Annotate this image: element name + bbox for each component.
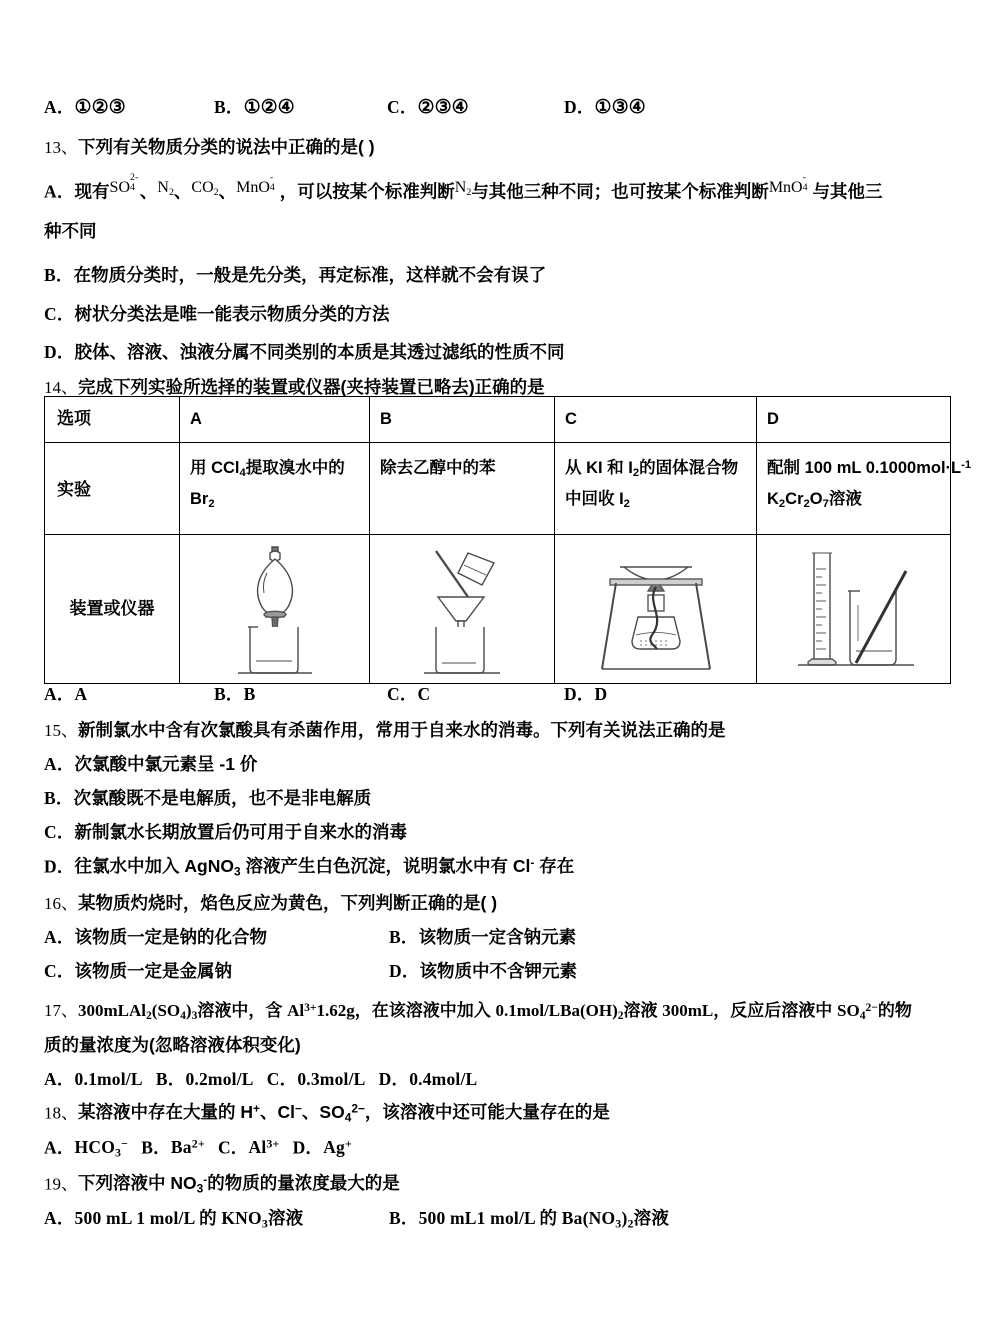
q16-stem bbox=[44, 892, 944, 916]
q17-option-a-text: 0.1mol/L bbox=[74, 1069, 143, 1089]
table-row-label-experiment: 实验 bbox=[45, 443, 180, 535]
q12-option-d: D．①③④ bbox=[564, 97, 646, 118]
q17-number: 17、 bbox=[44, 1001, 78, 1021]
q12-option-c: C．②③④ bbox=[387, 97, 469, 118]
q12-option-b-text: ①②④ bbox=[243, 97, 295, 118]
q14-apparatus-table bbox=[44, 396, 972, 684]
q13-option-b-text: 在物质分类时，一般是先分类，再定标准，这样就不会有误了 bbox=[73, 265, 547, 285]
experiment-cell-c bbox=[555, 443, 757, 535]
q14-option-b: B．B bbox=[214, 684, 256, 704]
q16-option-d: D．该物质中不含钾元素 bbox=[389, 961, 578, 981]
q13-option-a: A．现有SO 2- 4 、N2、CO2、MnO - 4 ，可以按某个标准判断N2与其他三种不同；也可按某个标准判断MnO - 4 与其他三 bbox=[44, 171, 883, 202]
q15-option-a-text: 次氯酸中氯元素呈 -1 价 bbox=[74, 754, 258, 774]
q17-option-d-label: D． bbox=[378, 1069, 410, 1089]
formula-nitrogen-2: N2 bbox=[454, 179, 472, 198]
q14-stem-text: 完成下列实验所选择的装置或仪器(夹持装置已略去)正确的是 bbox=[78, 377, 545, 397]
experiment-cell-d-line1: 配制 100 mL $0.1000mol\cdot L^{-1}$ bbox=[767, 458, 972, 477]
q13-option-c-label: C． bbox=[44, 304, 75, 324]
formula-nitrogen: N2 bbox=[157, 179, 174, 198]
q17-stem-line1-text: $300mLAl_2(SO_4)_3$ bbox=[78, 1001, 198, 1023]
q15-option-b-label: B． bbox=[44, 788, 74, 808]
q16-number: 16、 bbox=[44, 894, 78, 913]
experiment-cell-b-line1: 除去乙醇中的苯 bbox=[380, 459, 496, 477]
q17-option-c-text: 0.3mol/L bbox=[297, 1069, 366, 1089]
q18-stem-text: 某溶液中存在大量的 H+、Cl−、$SO_4^{2-}$，该溶液中还可能大量存在的是 bbox=[78, 1102, 610, 1125]
apparatus-cell-d bbox=[757, 535, 951, 684]
q19-options-row bbox=[44, 1207, 944, 1233]
q18-option-b-text: $Ba^{2+}$ bbox=[170, 1137, 205, 1158]
q16-option-a: A．该物质一定是钠的化合物 bbox=[44, 927, 268, 947]
table-experiment-row bbox=[45, 443, 951, 535]
table-header-a: A bbox=[180, 397, 370, 443]
q15-option-d bbox=[44, 855, 944, 880]
experiment-cell-a-line2: $Br_2$ bbox=[190, 490, 215, 511]
q15-option-d-label: D． bbox=[44, 856, 75, 877]
q16-option-d-text: 该物质中不含钾元素 bbox=[419, 961, 578, 981]
q19-number: 19、 bbox=[44, 1174, 78, 1194]
q13-option-c-text: 树状分类法是唯一能表示物质分类的方法 bbox=[74, 304, 390, 324]
q15-option-c-label: C． bbox=[44, 822, 75, 842]
q17-options-row bbox=[44, 1068, 944, 1092]
q18-option-d-label: D． bbox=[292, 1137, 324, 1158]
q12-option-c-text: ②③④ bbox=[417, 97, 469, 118]
q17-option-a-label: A． bbox=[44, 1069, 75, 1089]
q14-option-c-text: C bbox=[417, 684, 431, 704]
q14-option-c: C．C bbox=[387, 684, 431, 704]
q12-option-a: A．①②③ bbox=[44, 97, 126, 118]
graduated-cylinder-beaker-icon bbox=[784, 539, 924, 679]
q12-option-a-text: ①②③ bbox=[74, 97, 126, 118]
q13-option-a-prefix: 现有 bbox=[74, 181, 110, 202]
q17-option-b-text: 0.2mol/L bbox=[185, 1069, 254, 1089]
q13-option-a-cont-text: 种不同 bbox=[44, 221, 97, 241]
q15-option-c bbox=[44, 821, 944, 845]
q15-option-d-text: 往氯水中加入 AgNO$_3$ 溶液产生白色沉淀，说明氯水中有 Cl- 存在 bbox=[74, 856, 575, 879]
table-header-option: 选项 bbox=[45, 397, 180, 443]
q13-stem-text: 下列有关物质分类的说法中正确的是( ) bbox=[78, 137, 375, 157]
q13-option-d-text: 胶体、溶液、浊液分属不同类别的本质是其透过滤纸的性质不同 bbox=[74, 342, 565, 362]
q15-option-a-label: A． bbox=[44, 754, 75, 774]
q15-option-c-text: 新制氯水长期放置后仍可用于自来水的消毒 bbox=[74, 822, 408, 842]
q13-option-a-mid1: ，可以按某个标准判断 bbox=[279, 181, 455, 202]
q17-option-d-text: 0.4mol/L bbox=[409, 1069, 478, 1089]
q16-option-b-text: 该物质一定含钠元素 bbox=[418, 927, 577, 947]
q13-option-b bbox=[44, 264, 944, 288]
q17-stem-line2-text: 质的量浓度为(忽略溶液体积变化) bbox=[44, 1035, 301, 1055]
q13-option-a-continued bbox=[44, 220, 944, 244]
q15-number: 15、 bbox=[44, 721, 78, 740]
q15-stem bbox=[44, 719, 944, 743]
separatory-funnel-icon bbox=[220, 539, 330, 679]
q18-option-c-label: C． bbox=[217, 1137, 249, 1158]
q15-option-b-text: 次氯酸既不是电解质，也不是非电解质 bbox=[73, 788, 372, 808]
formula-permanganate-1: MnO - 4 bbox=[236, 171, 275, 196]
q16-option-a-text: 该物质一定是钠的化合物 bbox=[74, 927, 268, 947]
q15-option-b bbox=[44, 787, 944, 811]
q13-option-a-mid2: 与其他三种不同；也可按某个标准判断 bbox=[471, 181, 769, 202]
sublimation-apparatus-icon bbox=[586, 539, 726, 679]
q12-answer-row bbox=[44, 95, 944, 119]
q13-stem bbox=[44, 136, 944, 160]
filtration-funnel-icon bbox=[402, 539, 522, 679]
q13-option-a-label: A． bbox=[44, 181, 75, 202]
q18-option-b-label: B． bbox=[141, 1137, 171, 1158]
q13-option-d bbox=[44, 341, 944, 365]
experiment-cell-b bbox=[370, 443, 555, 535]
table-header-d: D bbox=[757, 397, 951, 443]
q19-option-b: B．500 mL1 mol/L 的 $Ba(NO_3)_2$溶液 bbox=[389, 1208, 670, 1231]
table-row-label-apparatus: 装置或仪器 bbox=[45, 535, 180, 684]
q19-stem bbox=[44, 1172, 944, 1197]
q18-option-c-text: $Al^{3+}$ bbox=[248, 1137, 280, 1158]
q14-option-a-text: A bbox=[74, 684, 88, 704]
table-header-row bbox=[45, 397, 951, 443]
q16-stem-text: 某物质灼烧时，焰色反应为黄色，下列判断正确的是( ) bbox=[78, 893, 498, 913]
q16-option-b: B．该物质一定含钠元素 bbox=[389, 927, 577, 947]
q13-option-d-label: D． bbox=[44, 342, 75, 362]
q18-number: 18、 bbox=[44, 1103, 78, 1123]
q17-stem-line2 bbox=[44, 1034, 944, 1058]
q19-option-b-text: 500 mL1 mol/L 的 $Ba(NO_3)_2$溶液 bbox=[418, 1208, 670, 1231]
q16-options-row-1 bbox=[44, 926, 944, 950]
formula-carbon-dioxide: CO2 bbox=[191, 179, 219, 198]
apparatus-cell-c bbox=[555, 535, 757, 684]
table-apparatus-row bbox=[45, 535, 951, 684]
q19-stem-text: 下列溶液中 $NO_3^-$的物质的量浓度最大的是 bbox=[78, 1173, 400, 1196]
q14-option-d: D．D bbox=[564, 684, 608, 704]
q19-option-a-text: 500 mL 1 mol/L 的 $KNO_3$溶液 bbox=[74, 1208, 304, 1231]
experiment-cell-d bbox=[757, 443, 972, 535]
experiment-cell-a bbox=[180, 443, 370, 535]
q14-answer-row bbox=[44, 683, 944, 707]
q18-stem bbox=[44, 1101, 944, 1126]
q15-option-a bbox=[44, 753, 944, 777]
q19-option-a: A．500 mL 1 mol/L 的 $KNO_3$溶液 bbox=[44, 1208, 304, 1231]
q17-option-b-label: B． bbox=[155, 1069, 186, 1089]
q12-option-d-text: ①③④ bbox=[594, 97, 646, 118]
q13-option-a-mid3: 与其他三 bbox=[812, 181, 883, 202]
experiment-cell-c-line1: 从 KI 和 $I_2$的固体混合物 bbox=[565, 459, 739, 480]
q13-option-c bbox=[44, 303, 944, 327]
q18-option-d-text: Ag+ bbox=[323, 1137, 352, 1158]
q14-option-d-text: D bbox=[594, 684, 608, 704]
experiment-cell-a-line1: 用 CCl$_4$提取溴水中的 bbox=[190, 459, 345, 480]
table-header-b: B bbox=[370, 397, 555, 443]
q15-stem-text: 新制氯水中含有次氯酸具有杀菌作用，常用于自来水的消毒。下列有关说法正确的是 bbox=[78, 720, 726, 740]
q16-options-row-2 bbox=[44, 960, 944, 984]
q18-option-a-text: $HCO_3^-$ bbox=[74, 1137, 129, 1160]
experiment-cell-d-line2: $K_2Cr_2O_7$溶液 bbox=[767, 490, 862, 511]
q17-option-c-label: C． bbox=[266, 1069, 298, 1089]
q13-number: 13、 bbox=[44, 138, 78, 157]
table-header-c: C bbox=[555, 397, 757, 443]
apparatus-cell-b bbox=[370, 535, 555, 684]
formula-sulfate: SO 2- 4 bbox=[109, 171, 139, 196]
q12-option-b: B．①②④ bbox=[214, 97, 295, 118]
q18-option-a-label: A． bbox=[44, 1137, 75, 1158]
apparatus-cell-a bbox=[180, 535, 370, 684]
q16-option-c: C．该物质一定是金属钠 bbox=[44, 961, 233, 981]
q18-options-row bbox=[44, 1136, 944, 1161]
q16-option-c-text: 该物质一定是金属钠 bbox=[74, 961, 233, 981]
q13-option-b-label: B． bbox=[44, 265, 74, 285]
q14-option-b-text: B bbox=[243, 684, 256, 704]
q14-number: 14、 bbox=[44, 378, 78, 397]
q17-stem-line1: 17、$300mLAl_2(SO_4)_3$溶液中，含 $Al^{3+}1.62g$，在该溶液中加入 $0.1mol/LBa(OH)_2$溶液 300mL，反应后溶液中 $SO_4^{2-}$的物 bbox=[44, 1001, 912, 1023]
formula-permanganate-2: MnO - 4 bbox=[768, 171, 808, 196]
q14-option-a: A．A bbox=[44, 684, 88, 704]
experiment-cell-c-line2: 中回收 $I_2$ bbox=[565, 490, 630, 511]
